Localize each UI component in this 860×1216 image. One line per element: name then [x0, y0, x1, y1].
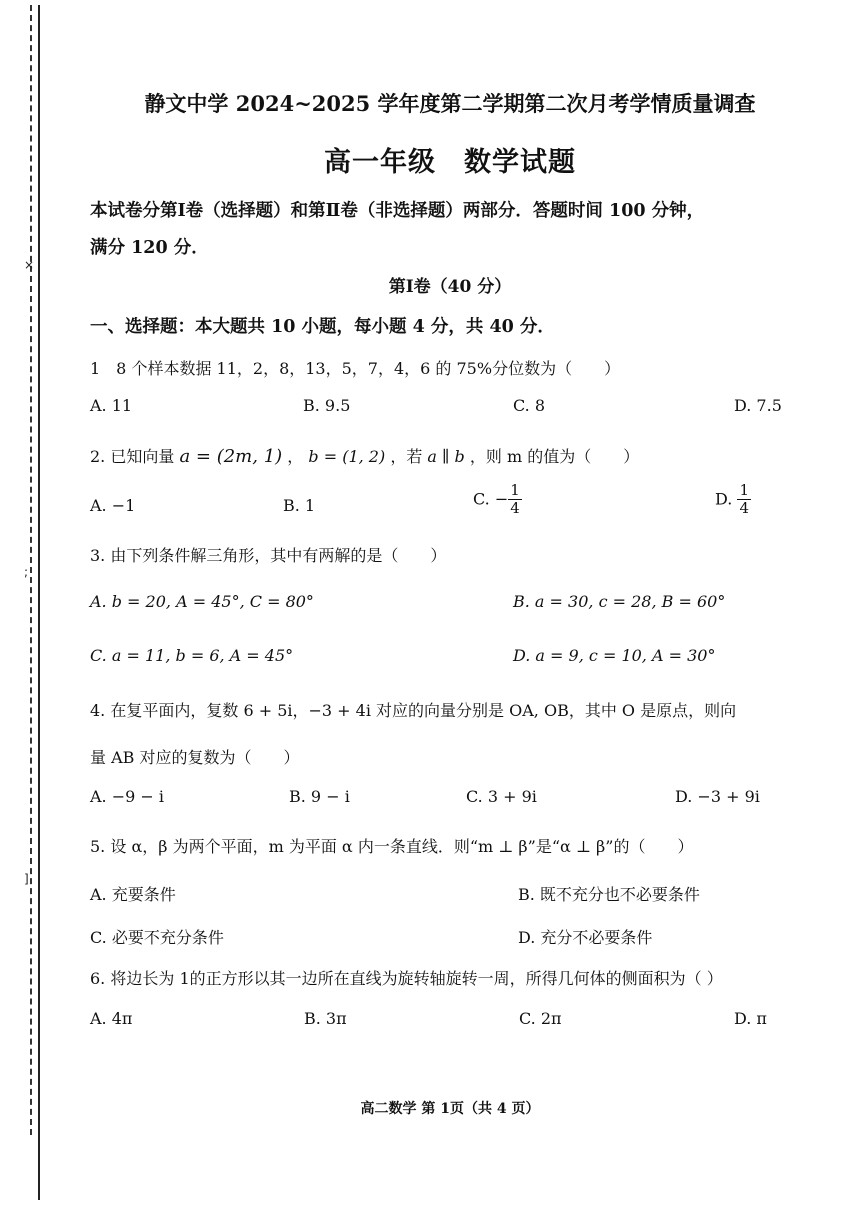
question-2-option-d: D. $\frac{1}{4}$	[715, 481, 749, 518]
binding-mark: ;	[24, 565, 29, 579]
binding-mark: ×	[24, 258, 35, 272]
question-1-option-c: C. 8	[513, 396, 546, 415]
intro-line-2: 满分 120 分．	[90, 238, 209, 258]
question-4-stem-line-2: 量 AB 对应的复数为（ ）	[90, 748, 300, 767]
fraction-d: $\frac{1}{4}$	[739, 481, 749, 518]
parallel-condition: a ∥ b	[427, 447, 465, 466]
part-title: 第Ⅰ卷（40 分）	[388, 277, 512, 297]
question-5-stem: 5. 设 α，β 为两个平面，m 为平面 α 内一条直线．则“m ⊥ β”是“α ⊥ β”的（ ）	[90, 837, 694, 856]
question-2-prefix: 2. 已知向量	[90, 447, 175, 466]
question-5-option-a: A. 充要条件	[90, 885, 176, 904]
vector-a: a = (2m, 1)	[179, 446, 283, 467]
question-1-option-d: D. 7.5	[734, 396, 782, 415]
question-2-mid: ，若	[390, 447, 423, 466]
binding-solid-line	[38, 5, 40, 1200]
question-2-option-c: C. − $\frac{1}{4}$	[473, 481, 520, 518]
question-5-option-b: B. 既不充分也不必要条件	[518, 885, 700, 904]
question-5-option-d: D. 充分不必要条件	[518, 928, 653, 947]
question-3-option-d: D. a = 9, c = 10, A = 30°	[513, 646, 716, 665]
question-4-stem-line-1: 4. 在复平面内，复数 6 + 5i，−3 + 4i 对应的向量分别是 OA, OB，其中 O 是原点，则向	[90, 701, 737, 720]
question-5-option-c: C. 必要不充分条件	[90, 928, 224, 947]
question-3-option-b: B. a = 30, c = 28, B = 60°	[513, 592, 726, 611]
question-6-option-d: D. π	[734, 1009, 767, 1028]
question-4-option-d: D. −3 + 9i	[675, 787, 760, 806]
vector-b: b = (1, 2)	[308, 447, 386, 466]
question-6-option-c: C. 2π	[519, 1009, 562, 1028]
fraction-c: $\frac{1}{4}$	[510, 481, 520, 518]
page-footer: 高二数学 第 1页（共 4 页）	[360, 1101, 540, 1117]
question-1-option-b: B. 9.5	[303, 396, 351, 415]
question-3-stem: 3. 由下列条件解三角形，其中有两解的是（ ）	[90, 546, 447, 565]
question-1-stem: 1 8 个样本数据 11，2，8，13，5，7，4，6 的 75%分位数为（ ）	[90, 359, 621, 378]
question-4-option-b: B. 9 − i	[289, 787, 350, 806]
question-1-option-a: A. 11	[90, 396, 133, 415]
intro-line-1: 本试卷分第Ⅰ卷（选择题）和第Ⅱ卷（非选择题）两部分．答题时间 100 分钟，	[90, 201, 705, 221]
exam-subtitle: 高一年级 数学试题	[324, 147, 576, 178]
exam-title: 静文中学 2024~2025 学年度第二学期第二次月考学情质量调查	[144, 91, 756, 116]
question-6-stem: 6. 将边长为 1的正方形以其一边所在直线为旋转轴旋转一周，所得几何体的侧面积为（ ）	[90, 969, 723, 988]
question-2-stem: 2. 已知向量 a = (2m, 1) ， b = (1, 2) ，若 a ∥ b ，则 m 的值为（ ）	[90, 446, 640, 467]
question-2-suffix: ，则 m 的值为（ ）	[469, 447, 640, 466]
binding-dash-line	[30, 5, 32, 1135]
question-4-option-a: A. −9 − i	[90, 787, 165, 806]
question-3-option-a: A. b = 20, A = 45°, C = 80°	[90, 592, 314, 611]
fraction-sign: −	[494, 489, 509, 509]
question-4-option-c: C. 3 + 9i	[466, 787, 537, 806]
question-6-option-b: B. 3π	[304, 1009, 347, 1028]
question-2-option-b: B. 1	[283, 496, 316, 515]
question-6-option-a: A. 4π	[90, 1009, 133, 1028]
question-3-option-c: C. a = 11, b = 6, A = 45°	[90, 646, 294, 665]
section-title: 一、选择题：本大题共 10 小题，每小题 4 分，共 40 分．	[90, 317, 555, 337]
question-2-option-a: A. −1	[90, 496, 136, 515]
binding-mark: ]	[24, 872, 29, 886]
